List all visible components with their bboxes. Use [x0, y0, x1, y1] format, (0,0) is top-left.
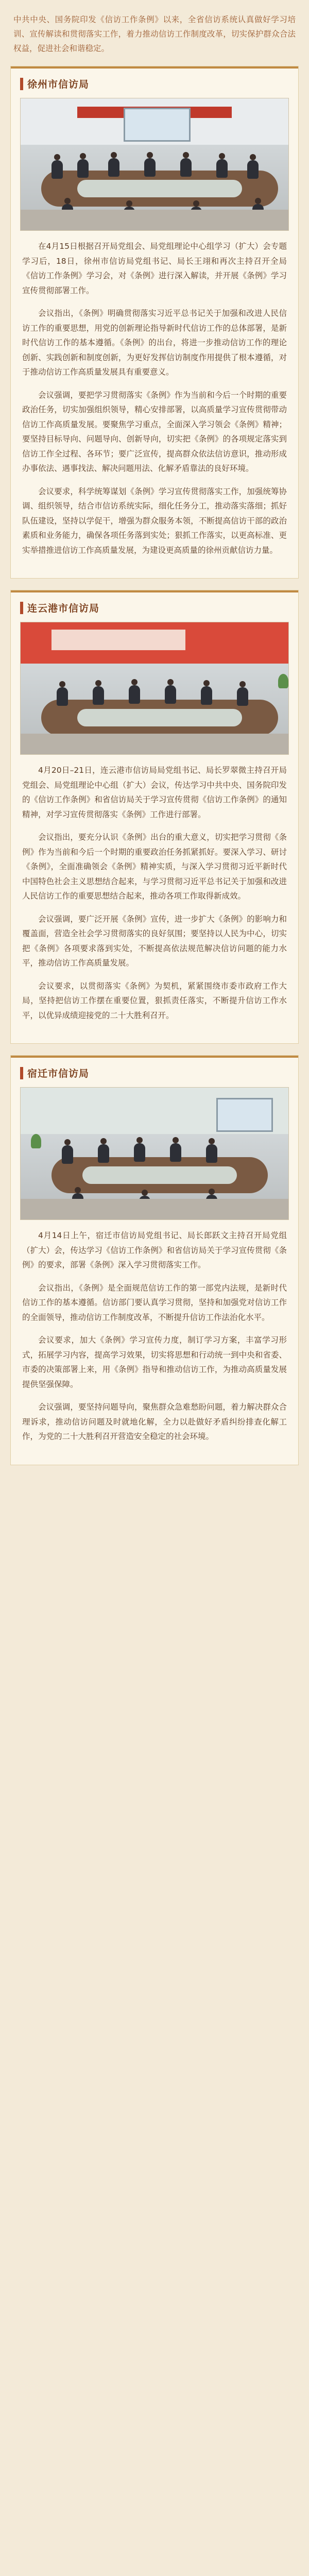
card-top-border [11, 1056, 298, 1058]
title-marker-icon [20, 602, 23, 614]
section-card-suqian [10, 1055, 299, 1465]
section-paragraph: 会议强调，要坚持问题导向，聚焦群众急难愁盼问题，着力解决群众合理诉求，推动信访问题及时就地化解，全力以赴做好矛盾纠纷排查化解工作，为党的二十大胜利召开营造安全稳定的社会环境。 [22, 1402, 287, 1441]
section-title: 徐州市信访局 [27, 79, 90, 90]
intro-paragraph: 中共中央、国务院印发《信访工作条例》以来，全省信访系统认真做好学习培训、宣传解读和贯彻落实工作，着力推动信访工作制度改革，切实保护群众合法权益，促进社会和谐稳定。 [13, 15, 296, 53]
section-paragraph: 会议强调，要广泛开展《条例》宣传，进一步扩大《条例》的影响力和覆盖面，营造全社会学习贯彻落实的良好氛围；要坚持以人民为中心，切实把《条例》各项要求落到实处，不断提高依法规范解决信访问题的能力水平，推动信访工作高质量发展。 [22, 914, 287, 968]
section-card-xuzhou [10, 66, 299, 579]
meeting-photo [20, 622, 289, 755]
section-paragraph: 会议指出，《条例》是全面规范信访工作的第一部党内法规，是新时代信访工作的基本遵循。信访部门要认真学习贯彻，坚持和加强党对信访工作的全面领导，推动信访工作制度改革，不断提升信访工作法治化水平。 [22, 1283, 287, 1322]
section-title: 连云港市信访局 [27, 603, 100, 614]
section-title: 宿迁市信访局 [27, 1068, 90, 1079]
section-header [20, 1066, 298, 1080]
section-paragraph: 在4月15日根据召开局党组会、局党组理论中心组学习（扩大）会专题学习后，18日，徐州市信访局党组书记、局长王翊和再次主持召开全局《信访工作条例》学习会，对《条例》进行深入解读，并开展《条例》学习宣传贯彻部署工作。 [22, 242, 287, 295]
section-header [20, 601, 298, 615]
section-paragraph: 4月14日上午，宿迁市信访局党组书记、局长郎跃文主持召开局党组（扩大）会，传达学习《信访工作条例》和省信访局关于学习宣传贯彻《条例》的要求，部署《条例》深入学习贯彻落实工作。 [22, 1231, 287, 1269]
section-paragraph: 会议强调，要把学习贯彻落实《条例》作为当前和今后一个时期的重要政治任务，切实加强组织领导，精心安排部署，以高质量学习宣传贯彻带动信访工作高质量发展。要聚焦学习重点，全面深入学习领会《条例》精神；要坚持目标导向、问题导向、创新导向，切实把《条例》的各项规定落实到信访工作全过程、各环节；要广泛宣传，提高群众依法信访意识，推动形成办事依法、遇事找法、解决问题用法、化解矛盾靠法的良好环境。 [22, 390, 287, 473]
section-header [20, 77, 298, 91]
section-paragraph: 会议要求，以贯彻落实《条例》为契机，紧紧围绕市委市政府工作大局，坚持把信访工作摆在重要位置，狠抓责任落实，不断提升信访工作水平，以优异成绩迎接党的二十大胜利召开。 [22, 981, 287, 1020]
meeting-photo [20, 98, 289, 231]
card-top-border [11, 66, 298, 69]
title-marker-icon [20, 1067, 23, 1079]
meeting-photo [20, 1087, 289, 1220]
section-paragraph: 4月20日–21日，连云港市信访局局党组书记、局长罗翠微主持召开局党组会、局党组理论中心组（扩大）会议，传达学习中共中央、国务院印发的《信访工作条例》和省信访局关于学习宣传贯彻《信访工作条例》的通知精神，对学习宣传贯彻落实《条例》工作进行部署。 [22, 766, 287, 819]
title-marker-icon [20, 78, 23, 90]
section-paragraph: 会议要求，加大《条例》学习宣传力度，制订学习方案，丰富学习形式，拓展学习内容，提高学习效果，切实将思想和行动统一到中央和省委、市委的决策部署上来，用《条例》指导和推动信访工作，为推动高质量发展提供坚强保障。 [22, 1335, 287, 1389]
section-paragraph: 会议指出，要充分认识《条例》出台的重大意义，切实把学习贯彻《条例》作为当前和今后一个时期的重要政治任务抓紧抓好。要深入学习、研讨《条例》，全面准确领会《条例》精神实质，与深入学习贯彻习近平新时代中国特色社会主义思想结合起来，与学习贯彻习近平总书记关于加强和改进人民信访工作的重要思想结合起来，推动各项工作取得新成效。 [22, 833, 287, 901]
section-paragraph: 会议要求，科学统筹谋划《条例》学习宣传贯彻落实工作，加强统筹协调、组织领导，结合市信访系统实际，细化任务分工，推动落实落细；抓好队伍建设，坚持以学促干，增强为群众服务本领，不断提高信访干部的政治素质和业务能力，确保各项任务落到实处；狠抓工作落实，以更高标准、更实举措推进信访工作高质量发展，为建设更高质量的徐州贡献信访力量。 [22, 486, 287, 555]
section-card-lianyungang [10, 590, 299, 1044]
card-top-border [11, 590, 298, 592]
section-paragraph: 会议指出，《条例》明确贯彻落实习近平总书记关于加强和改进人民信访工作的重要思想，用党的创新理论指导新时代信访工作的总体部署，是新时代信访工作的基本遵循。《条例》的出台，将进一步推动信访工作的理论创新、实践创新和制度创新，为更好发挥信访制度作用提供了根本遵循，对于推动信访工作高质量发展具有重要意义。 [22, 309, 287, 377]
